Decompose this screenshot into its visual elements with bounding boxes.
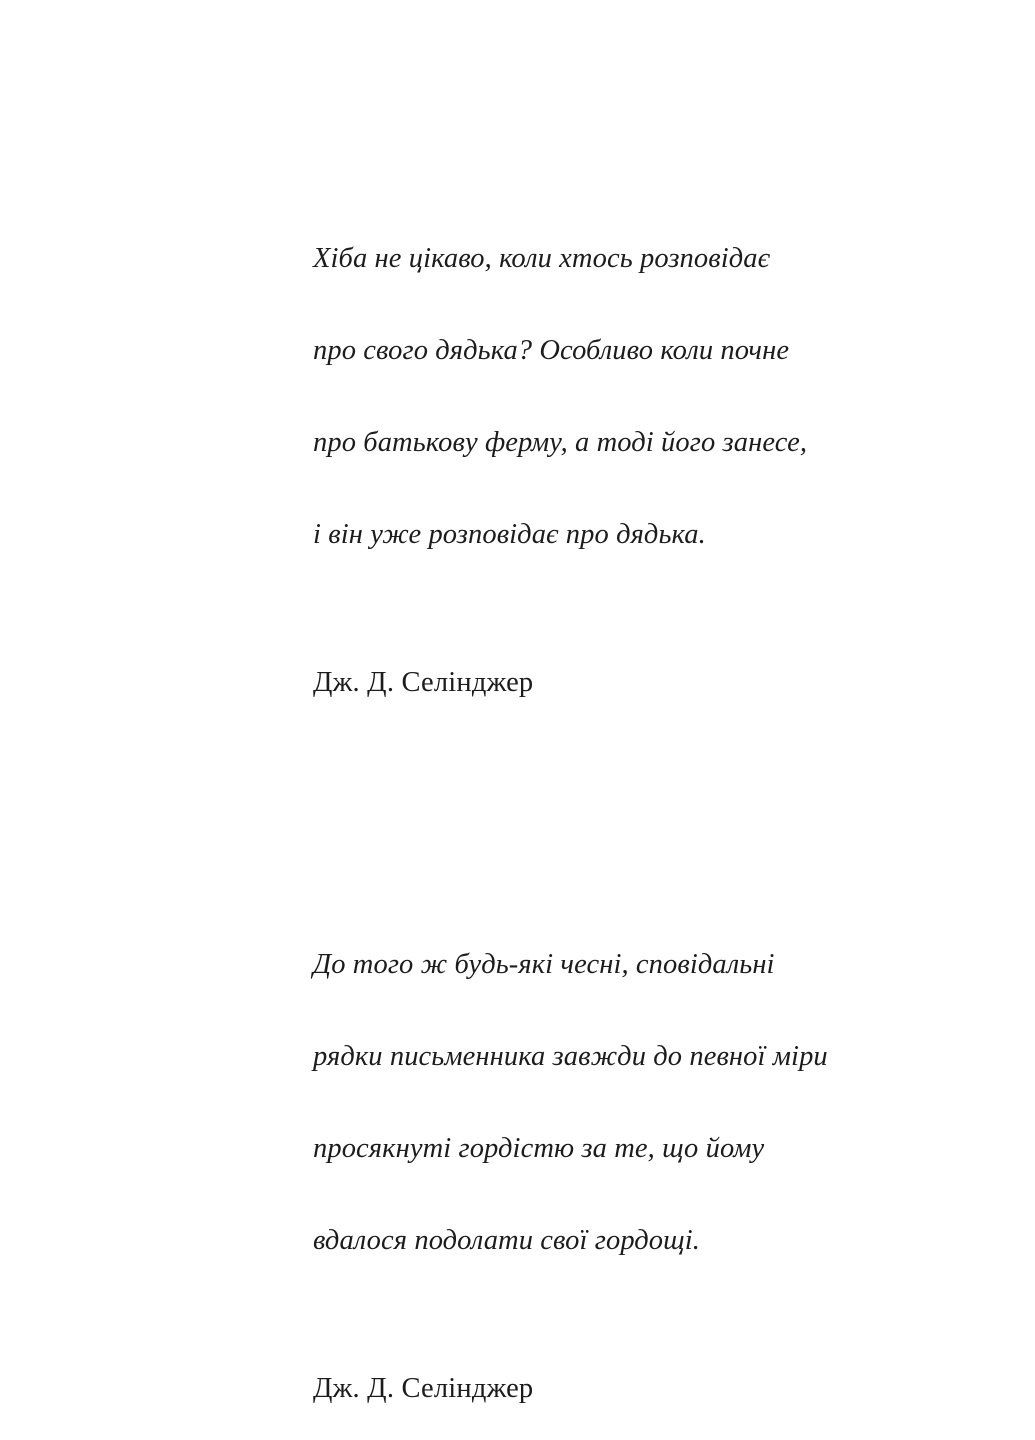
quote-line: і він уже розповідає про дядька.	[313, 519, 706, 550]
quote-line: Хіба не цікаво, коли хтось розповідає	[313, 243, 771, 274]
epigraph-content	[313, 190, 873, 1412]
epigraph-block-1	[313, 190, 873, 706]
quote-line: про свого дядька? Особливо коли почне	[313, 335, 790, 366]
quote-text-1	[313, 190, 873, 604]
quote-line: про батькову ферму, а тоді його занесе,	[313, 427, 808, 458]
quote-attribution-2: Дж. Д. Селінджер	[313, 1373, 534, 1404]
quote-line: вдалося подолати свої гордощі.	[313, 1225, 701, 1256]
quote-line: До того ж будь-які чесні, сповідальні	[313, 949, 775, 980]
quote-attribution-1: Дж. Д. Селінджер	[313, 667, 534, 698]
quote-line: рядки письменника завжди до певної міри	[313, 1041, 828, 1072]
quote-line: просякнуті гордістю за те, що йому	[313, 1133, 765, 1164]
epigraph-block-2	[313, 896, 873, 1412]
quote-text-2	[313, 896, 873, 1310]
